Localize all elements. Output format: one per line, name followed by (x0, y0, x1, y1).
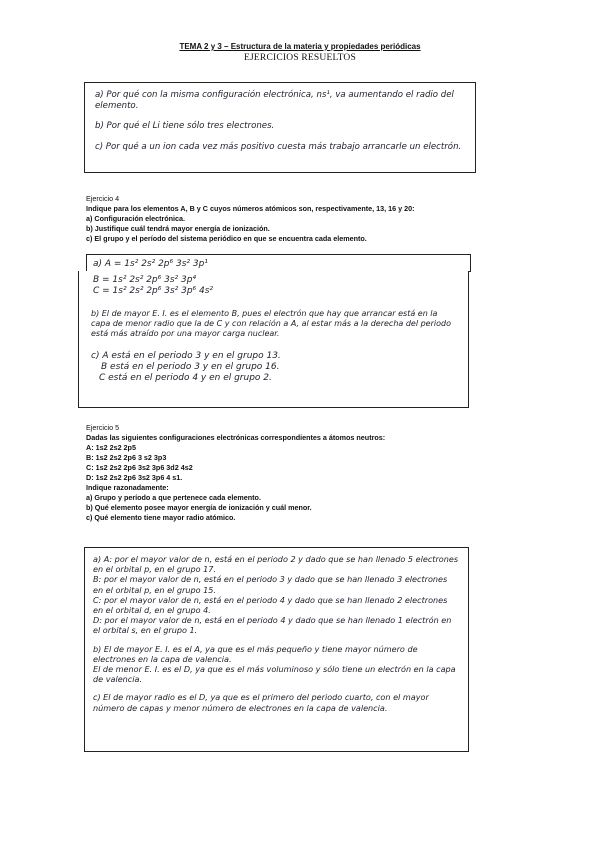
page-subtitle: EJERCICIOS RESUELTOS (244, 53, 356, 63)
exercise-4-item-b: b) Justifique cuál tendrá mayor energía de ionización. (86, 224, 270, 233)
answer-4-config-c: C = 1s² 2s² 2p⁶ 3s² 3p⁶ 4s² (93, 286, 214, 296)
answer-5-a-line-3: C: por el mayor valor de n, está en el periodo 4 y dado que se han llenado 2 electrones en el orbital d, en el grupo 4. (93, 594, 448, 616)
question-c: c) Por qué a un ion cada vez más positivo cuesta más trabajo arrancarle un electrón. (95, 141, 462, 152)
answer-4-c-line-3: C está en el periodo 4 y en el grupo 2. (99, 373, 272, 383)
answer-5-c: c) El de mayor radio es el D, ya que es el primero del periodo cuarto, con el mayor número de capas y menor número de electrones en la capa de valencia. (93, 692, 429, 713)
exercise-4-item-a: a) Configuración electrónica. (86, 214, 186, 223)
question-b: b) Por qué el Li tiene sólo tres electrones. (95, 121, 275, 131)
exercise-5-config-c: C: 1s2 2s2 2p6 3s2 3p6 3d2 4s2 (86, 463, 193, 472)
exercise-5-config-d: D: 1s2 2s2 2p6 3s2 3p6 4 s1. (86, 473, 183, 482)
answer-5-a-line-2: B: por el mayor valor de n, está en el periodo 3 y dado que se han llenado 3 electrones en el orbital p, en el grupo 15. (93, 574, 448, 595)
exercise-5-statement: Dadas las siguientes configuraciones electrónicas correspondientes a átomos neutros: (86, 433, 386, 442)
exercise-4-statement: Indique para los elementos A, B y C cuyos números atómicos son, respectivamente, 13, 16 y 20: (86, 204, 415, 213)
answer-5-a-line-4: D: por el mayor valor de n, está en el periodo 4 y dado que se han llenado 1 electrón en el orbital s, en el grupo 1. (93, 615, 452, 636)
exercise-4-title: Ejercicio 4 (86, 194, 120, 203)
exercise-5-indique: Indique razonadamente: (86, 483, 169, 492)
answer-4-c-line-2: B está en el periodo 3 y en el grupo 16. (101, 362, 280, 372)
exercise-5 (86, 423, 385, 523)
answer-box-5 (84, 547, 469, 752)
exercise-4-item-c: c) El grupo y el período del sistema periódico en que se encuentra cada elemento. (86, 234, 367, 243)
page-title: TEMA 2 y 3 – Estructura de la materia y propiedades periódicas (179, 42, 421, 51)
answer-box-questions (84, 82, 476, 173)
answer-4-c-line-1: c) A está en el periodo 3 y en el grupo 13. (91, 351, 281, 361)
exercise-5-title: Ejercicio 5 (86, 423, 120, 432)
exercise-5-config-a: A: 1s2 2s2 2p5 (86, 443, 136, 452)
exercise-4 (86, 194, 414, 244)
answer-4-config-a: a) A = 1s² 2s² 2p⁶ 3s² 3p¹ (93, 259, 208, 269)
answer-4-config-b: B = 1s² 2s² 2p⁶ 3s² 3p⁴ (93, 275, 197, 285)
question-a: a) Por qué con la misma configuración electrónica, ns¹, va aumentando el radio del elemento. (95, 90, 454, 111)
answer-5-b-line-2: El de menor E. I. es el D, ya que es el más voluminoso y sólo tiene un electrón en la capa de valencia. (93, 664, 456, 685)
answer-5-b-line-1: b) El de mayor E. I. es el A, ya que es el más pequeño y tiene mayor número de electrones en la capa de valencia. (93, 643, 418, 664)
exercise-5-item-a: a) Grupo y período a que pertenece cada elemento. (86, 493, 261, 502)
answer-4-header-box (86, 254, 471, 272)
answer-5-a-line-1: a) A: por el mayor valor de n, está en el periodo 2 y dado que se han llenado 5 electrones en el orbital p, en el grupo 17. (93, 554, 459, 575)
answer-4-b: b) El de mayor E. I. es el elemento B, pues el electrón que hay que arrancar está en la capa de menor radio que la de C y con relación a A, al estar más a la derecha del periodo está más atraído por una mayor carga nuclear. (91, 309, 451, 338)
exercise-5-item-c: c) Qué elemento tiene mayor radio atómico. (86, 513, 236, 522)
exercise-5-item-b: b) Qué elemento posee mayor energía de ionización y cuál menor. (86, 503, 312, 512)
answer-box-4 (78, 271, 469, 408)
exercise-5-config-b: B: 1s2 2s2 2p6 3 s2 3p3 (86, 453, 167, 462)
